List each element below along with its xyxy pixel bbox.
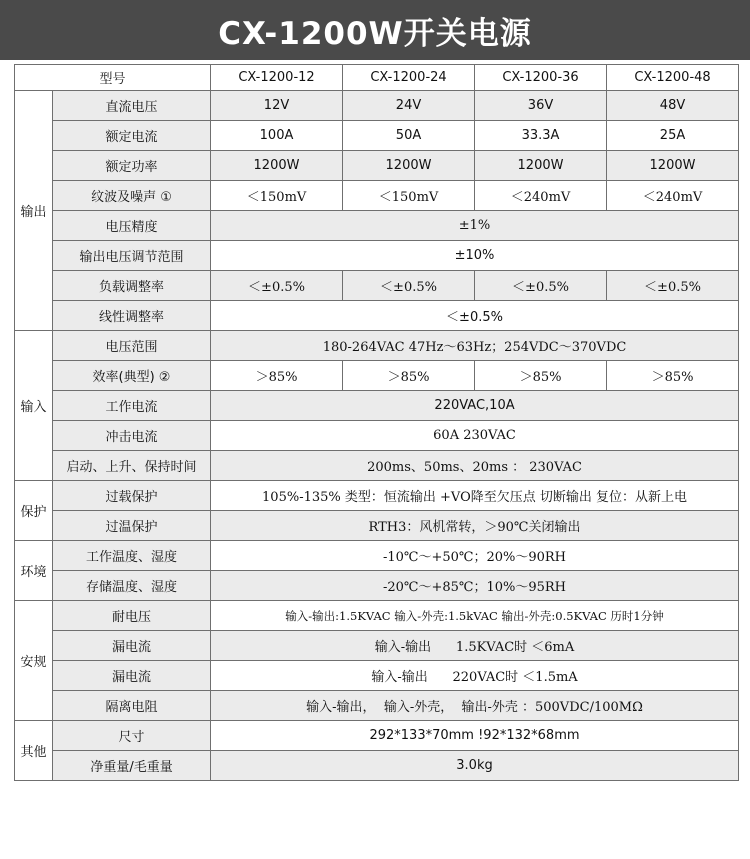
table-row (15, 571, 739, 601)
cell-value: 180-264VAC 47Hz～63Hz；254VDC～370VDC (211, 331, 739, 361)
cell-value: -10℃～+50℃；20%～90RH (211, 541, 739, 571)
category-input: 输入 (15, 331, 53, 481)
row-label: 额定电流 (53, 121, 211, 151)
row-label: 耐电压 (53, 601, 211, 631)
row-label: 电压范围 (53, 331, 211, 361)
category-other: 其他 (15, 721, 53, 781)
cell-value: ±10% (211, 241, 739, 271)
row-label: 负载调整率 (53, 271, 211, 301)
model-name: CX-1200-12 (211, 65, 343, 91)
row-label: 过载保护 (53, 481, 211, 511)
category-protection: 保护 (15, 481, 53, 541)
cell-value: ＞85% (607, 361, 739, 391)
row-label: 效率(典型) ② (53, 361, 211, 391)
cell-value: 输入-输出， 输入-外壳， 输出-外壳 ：500VDC/100MΩ (211, 691, 739, 721)
table-row (15, 181, 739, 211)
table-row (15, 691, 739, 721)
cell-value: 36V (475, 91, 607, 121)
table-row (15, 601, 739, 631)
category-safety: 安规 (15, 601, 53, 721)
cell-value: 12V (211, 91, 343, 121)
cell-value: 292*133*70mm !92*132*68mm (211, 721, 739, 751)
row-label: 过温保护 (53, 511, 211, 541)
cell-value: RTH3：风机常转，＞90℃关闭输出 (211, 511, 739, 541)
cell-value: 48V (607, 91, 739, 121)
cell-value: 1200W (475, 151, 607, 181)
cell-value: 1200W (607, 151, 739, 181)
table-row (15, 511, 739, 541)
cell-value: 60A 230VAC (211, 421, 739, 451)
cell-value: ＞85% (343, 361, 475, 391)
table-row (15, 661, 739, 691)
row-label: 存储温度、湿度 (53, 571, 211, 601)
table-row (15, 211, 739, 241)
table-row (15, 151, 739, 181)
row-label: 线性调整率 (53, 301, 211, 331)
table-row (15, 91, 739, 121)
cell-value: 1200W (211, 151, 343, 181)
cell-value: ＜±0.5% (343, 271, 475, 301)
cell-value: 输入-输出 1.5KVAC时 ＜6mA (211, 631, 739, 661)
cell-value: 105%-135% 类型：恒流输出 +VO降至欠压点 切断输出 复位：从新上电 (211, 481, 739, 511)
row-label: 工作电流 (53, 391, 211, 421)
cell-value: 输入-输出 220VAC时 ＜1.5mA (211, 661, 739, 691)
category-output: 输出 (15, 91, 53, 331)
table-row (15, 391, 739, 421)
model-label: 型号 (15, 65, 211, 91)
cell-value: -20℃～+85℃；10%～95RH (211, 571, 739, 601)
row-label: 工作温度、湿度 (53, 541, 211, 571)
cell-value: ＜±0.5% (211, 301, 739, 331)
table-row (15, 451, 739, 481)
cell-value: 24V (343, 91, 475, 121)
cell-value: ＜150mV (211, 181, 343, 211)
cell-value: ＜240mV (475, 181, 607, 211)
table-row (15, 241, 739, 271)
cell-value: 200ms、50ms、20ms ： 230VAC (211, 451, 739, 481)
table-row (15, 301, 739, 331)
model-name: CX-1200-36 (475, 65, 607, 91)
cell-value: 50A (343, 121, 475, 151)
table-row (15, 541, 739, 571)
row-label: 电压精度 (53, 211, 211, 241)
cell-value: 33.3A (475, 121, 607, 151)
row-label: 净重量/毛重量 (53, 751, 211, 781)
cell-value: ＞85% (211, 361, 343, 391)
table-row (15, 421, 739, 451)
row-label: 纹波及噪声 ① (53, 181, 211, 211)
row-label: 冲击电流 (53, 421, 211, 451)
cell-value: 1200W (343, 151, 475, 181)
cell-value: 3.0kg (211, 751, 739, 781)
row-label: 隔离电阻 (53, 691, 211, 721)
cell-value: ＞85% (475, 361, 607, 391)
cell-value: 25A (607, 121, 739, 151)
spec-table (14, 64, 739, 781)
table-row (15, 121, 739, 151)
model-name: CX-1200-48 (607, 65, 739, 91)
row-label: 漏电流 (53, 631, 211, 661)
table-row (15, 751, 739, 781)
cell-value: ＜150mV (343, 181, 475, 211)
cell-value: ＜±0.5% (211, 271, 343, 301)
cell-value: ＜±0.5% (607, 271, 739, 301)
category-environment: 环境 (15, 541, 53, 601)
cell-value: 100A (211, 121, 343, 151)
model-name: CX-1200-24 (343, 65, 475, 91)
cell-value: ＜±0.5% (475, 271, 607, 301)
table-row (15, 631, 739, 661)
cell-value: 220VAC,10A (211, 391, 739, 421)
table-row (15, 331, 739, 361)
table-row (15, 361, 739, 391)
page-title: CX-1200W开关电源 (0, 0, 750, 60)
cell-value: 输入-输出:1.5KVAC 输入-外壳:1.5kVAC 输出-外壳:0.5KVAC 历时1分钟 (211, 601, 739, 631)
row-label: 直流电压 (53, 91, 211, 121)
table-row (15, 481, 739, 511)
header-row (15, 65, 739, 91)
cell-value: ＜240mV (607, 181, 739, 211)
table-row (15, 721, 739, 751)
cell-value: ±1% (211, 211, 739, 241)
table-row (15, 271, 739, 301)
row-label: 额定功率 (53, 151, 211, 181)
row-label: 漏电流 (53, 661, 211, 691)
row-label: 尺寸 (53, 721, 211, 751)
row-label: 输出电压调节范围 (53, 241, 211, 271)
row-label: 启动、上升、保持时间 (53, 451, 211, 481)
